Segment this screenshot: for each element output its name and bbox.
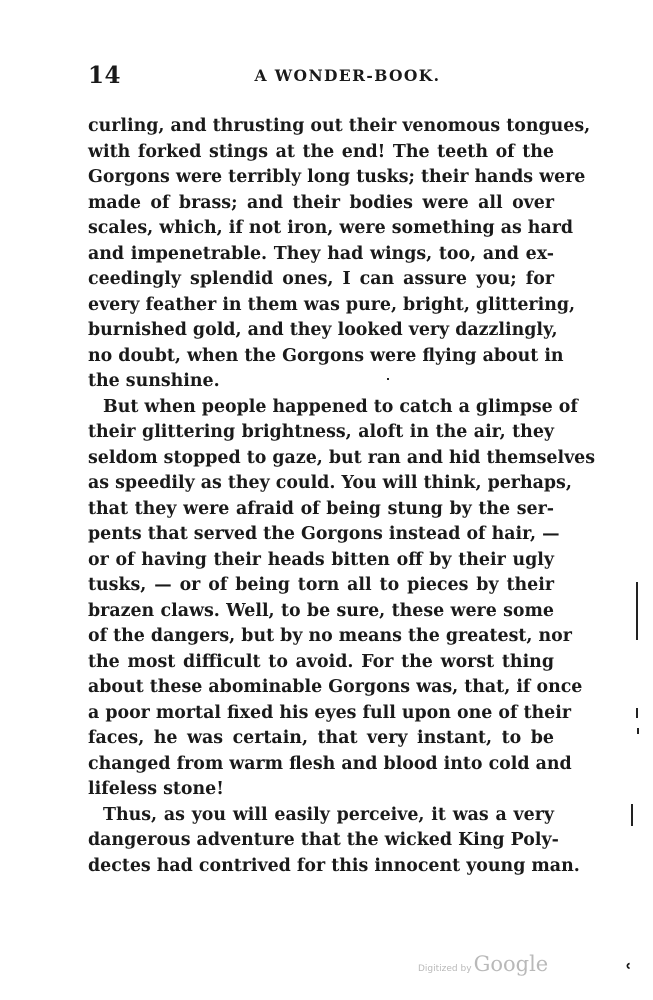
text-line: the sunshine. — [88, 371, 220, 391]
text-line: with forked stings at the end! The teeth of the — [88, 141, 554, 162]
stray-dot — [387, 378, 389, 380]
paragraph-start-line: But when people happened to catch a glimpse of — [103, 396, 578, 417]
text-line: of the dangers, but by no means the greatest, nor — [88, 626, 572, 646]
text-line: faces, he was certain, that very instant, to be — [88, 728, 554, 748]
body-text — [88, 114, 596, 879]
margin-scan-mark — [636, 708, 638, 718]
text-line: seldom stopped to gaze, but ran and hid themselves — [88, 447, 596, 468]
text-line: or of having their heads bitten off by their ugly — [88, 549, 554, 570]
text-line: about these abominable Gorgons was, that, if once — [88, 677, 583, 697]
corner-scan-glyph: ʿ — [624, 960, 633, 986]
text-line: tusks, — or of being torn all to pieces by their — [88, 575, 554, 595]
text-line: lifeless stone! — [88, 779, 224, 799]
text-line: curling, and thrusting out their venomous tongues, — [88, 116, 591, 136]
text-line: Gorgons were terribly long tusks; their hands were — [88, 167, 586, 187]
text-line: changed from warm flesh and blood into cold and — [88, 753, 572, 774]
text-line: scales, which, if not iron, were something as hard — [88, 218, 574, 238]
text-line: that they were afraid of being stung by the ser- — [88, 498, 554, 519]
watermark-small-text: Digitized by — [418, 964, 472, 974]
margin-scan-mark — [637, 728, 639, 734]
text-line: their glittering brightness, aloft in the air, they — [88, 422, 554, 442]
text-line: dectes had contrived for this innocent young man. — [88, 855, 580, 876]
text-line: ceedingly splendid ones, I can assure you; for — [88, 269, 554, 289]
text-line: dangerous adventure that the wicked King Poly- — [88, 830, 559, 850]
text-line: brazen claws. Well, to be sure, these were some — [88, 600, 554, 621]
text-line: pents that served the Gorgons instead of hair, — — [88, 524, 560, 544]
paragraph-start-line: Thus, as you will easily perceive, it was a very — [103, 804, 554, 825]
text-line: every feather in them was pure, bright, glittering, — [88, 294, 576, 315]
digitized-watermark — [418, 952, 548, 976]
page-number: 14 — [88, 62, 122, 89]
text-line: made of brass; and their bodies were all over — [88, 192, 554, 213]
text-line: the most difficult to avoid. For the worst thing — [88, 651, 554, 672]
text-line: no doubt, when the Gorgons were flying about in — [88, 345, 564, 366]
watermark-brand: Google — [473, 952, 549, 976]
text-line: as speedily as they could. You will think, perhaps, — [88, 473, 572, 493]
running-head: A WONDER-BOOK. — [254, 66, 441, 85]
text-line: a poor mortal fixed his eyes full upon one of their — [88, 702, 571, 723]
margin-scan-line — [636, 582, 638, 640]
text-line: burnished gold, and they looked very dazzlingly, — [88, 320, 558, 340]
margin-scan-mark — [631, 804, 633, 826]
text-line: and impenetrable. They had wings, too, and ex- — [88, 243, 554, 264]
